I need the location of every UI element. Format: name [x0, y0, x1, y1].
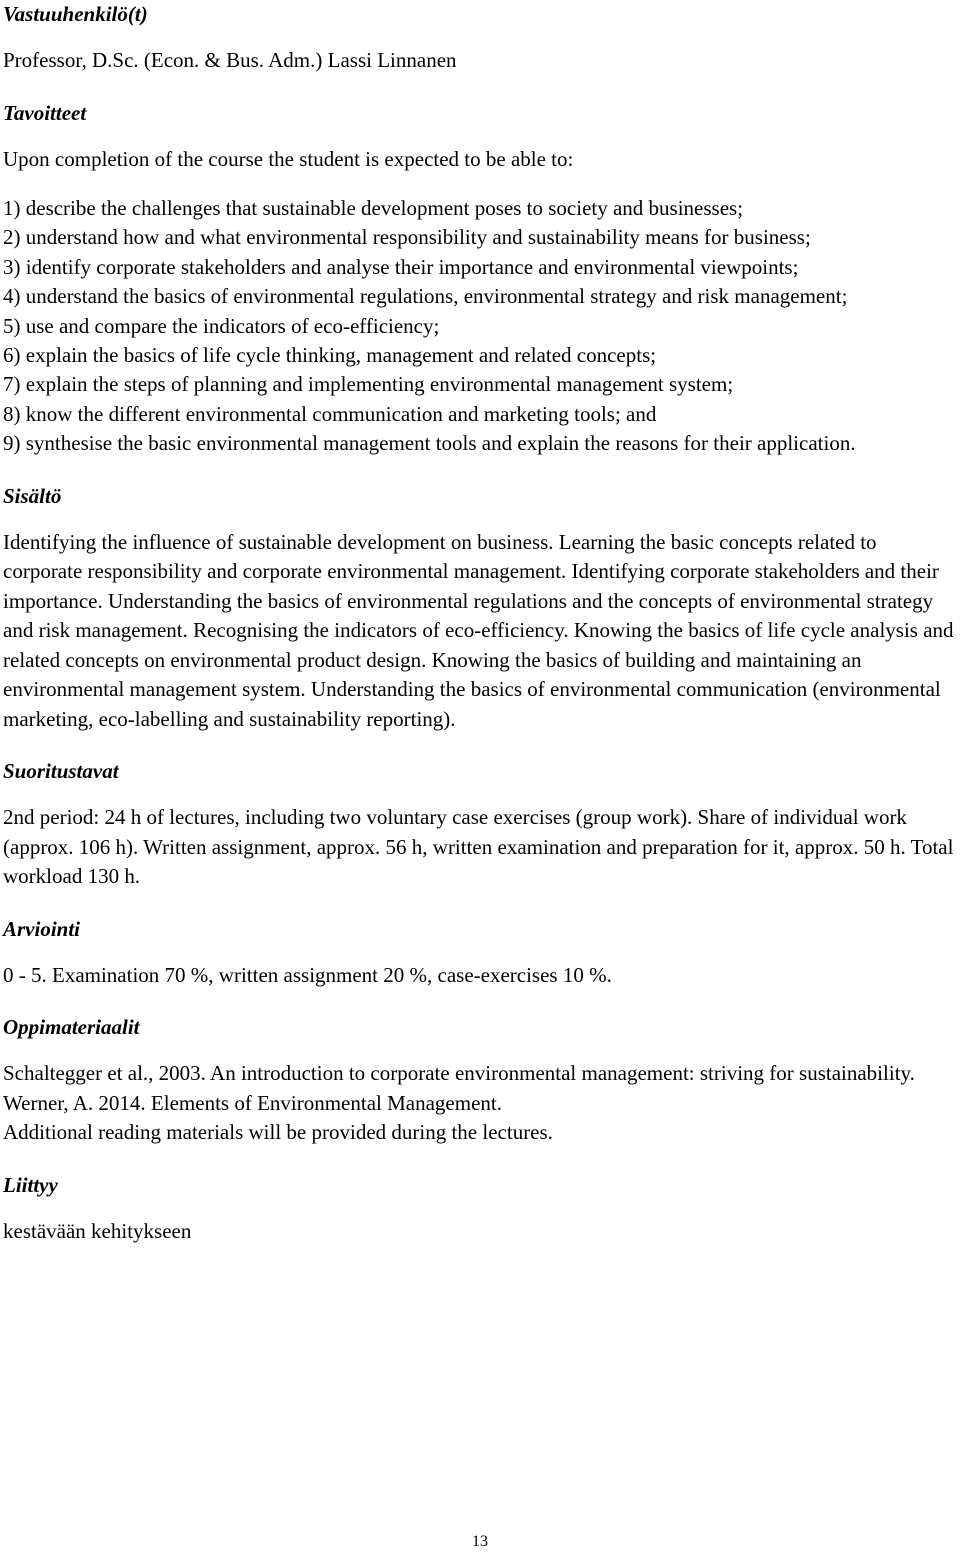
content-text: Identifying the influence of sustainable development on business. Learning the basic concepts related to corporate responsibility and corporate environmental management. Identifying corporate stakeholders and their importance. Understanding the basics of environmental regulations and the concepts of environmental strategy and risk management. Recognising the indicators of eco-efficiency. Knowing the basics of life cycle analysis and related concepts on environmental product design. Knowing the basics of building and maintaining an environmental management system. Understanding the basics of environmental communication (environmental marketing, eco-labelling and sustainability reporting). — [3, 529, 954, 731]
responsible-heading: Vastuuhenkilö(t) — [3, 2, 148, 26]
related-text: kestävään kehitykseen — [3, 1218, 192, 1243]
material-item: Werner, A. 2014. Elements of Environmental Management. — [3, 1090, 502, 1115]
objectives-intro: Upon completion of the course the student is expected to be able to: — [3, 146, 574, 171]
objectives-list — [3, 194, 957, 459]
modes-text: 2nd period: 24 h of lectures, including two voluntary case exercises (group work). Share of individual work (approx. 106 h). Written assignment, approx. 56 h, written examination and preparation for it, approx. 50 h. Total workload 130 h. — [3, 805, 954, 889]
objective-item: 3) identify corporate stakeholders and analyse their importance and environmental viewpoints; — [3, 254, 799, 279]
materials-heading: Oppimateriaalit — [3, 1015, 140, 1040]
responsible-text: Professor, D.Sc. (Econ. & Bus. Adm.) Lassi Linnanen — [3, 48, 457, 72]
modes-heading: Suoritustavat — [3, 759, 119, 784]
objective-item: 1) describe the challenges that sustainable development poses to society and businesses; — [3, 196, 744, 220]
objective-item: 9) synthesise the basic environmental management tools and explain the reasons for their application. — [3, 431, 856, 456]
assessment-text: 0 - 5. Examination 70 %, written assignment 20 %, case-exercises 10 %. — [3, 962, 612, 987]
materials-list — [3, 1059, 957, 1148]
objectives-heading: Tavoitteet — [3, 100, 87, 125]
objective-item: 7) explain the steps of planning and implementing environmental management system; — [3, 372, 734, 397]
document-page — [3, 0, 957, 1246]
objective-item: 4) understand the basics of environmental regulations, environmental strategy and risk management; — [3, 284, 848, 309]
assessment-heading: Arviointi — [3, 916, 81, 941]
related-heading: Liittyy — [3, 1172, 58, 1197]
content-heading: Sisältö — [3, 483, 62, 508]
page-number: 13 — [472, 1533, 488, 1550]
objective-item: 6) explain the basics of life cycle thinking, management and related concepts; — [3, 343, 657, 368]
objective-item: 5) use and compare the indicators of eco-efficiency; — [3, 313, 440, 338]
material-item: Schaltegger et al., 2003. An introduction to corporate environmental management: striving for sustainability. — [3, 1061, 915, 1086]
objective-item: 8) know the different environmental communication and marketing tools; and — [3, 401, 657, 426]
material-item: Additional reading materials will be provided during the lectures. — [3, 1120, 553, 1145]
objective-item: 2) understand how and what environmental responsibility and sustainability means for business; — [3, 225, 811, 250]
